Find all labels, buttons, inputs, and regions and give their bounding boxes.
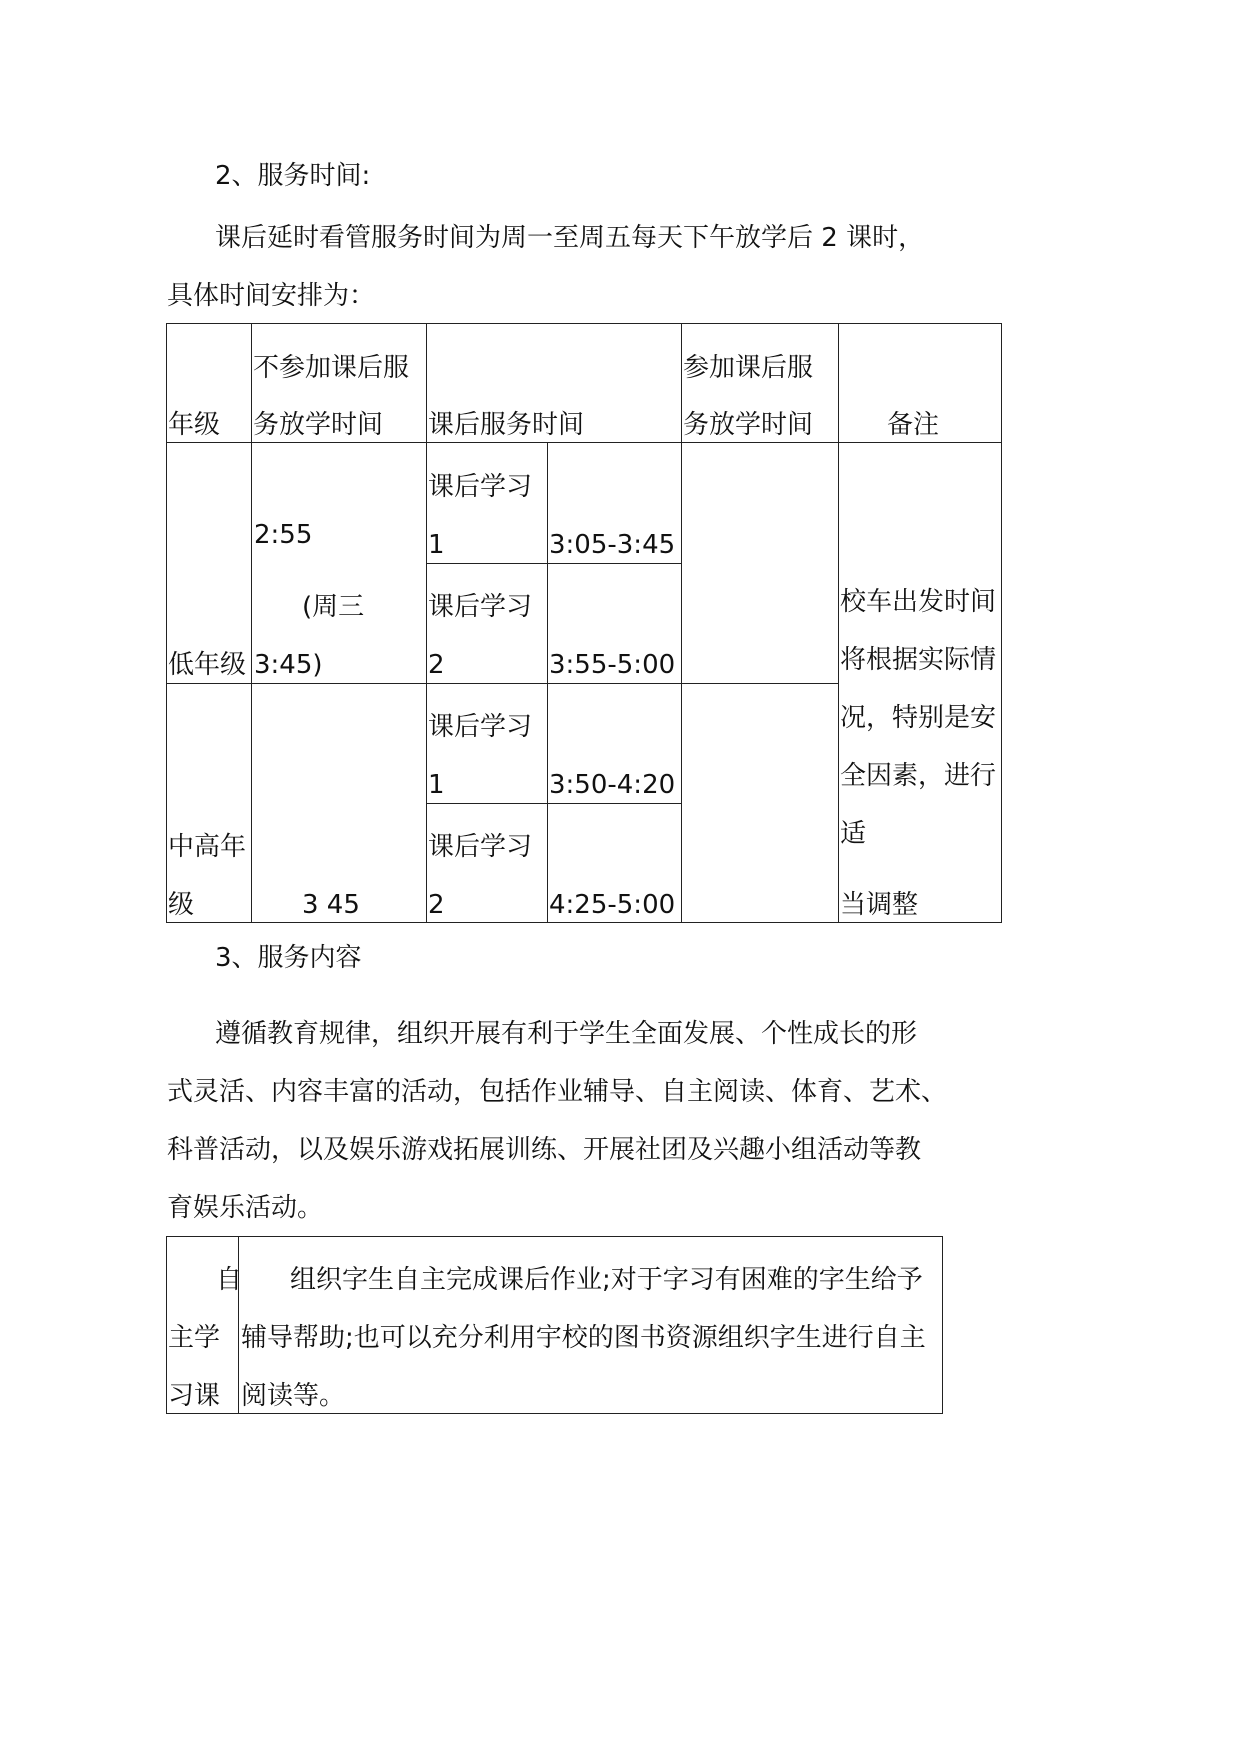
section-3-paragraph-line-3: 科普活动，以及娱乐游戏拓展训练、开展社团及兴趣小组活动等教 <box>167 1135 922 1165</box>
activity-label-line-3: 习课 <box>168 1381 221 1411</box>
activity-description-line-3: 阅读等。 <box>241 1381 346 1411</box>
section-2-paragraph-line-2: 具体时间安排为： <box>167 281 376 311</box>
upper-session-1-time: 3:50-4:20 <box>549 770 676 800</box>
header-no-service-line-1: 不参加课后服 <box>253 353 410 383</box>
activity-description-line-1: 组织字生自主完成课后作业;对于字习有困难的字生给予 <box>290 1265 923 1295</box>
upper-grade-label-line-1: 中高年 <box>168 832 247 862</box>
upper-session-2-time: 4:25-5:00 <box>549 890 676 920</box>
activity-border-left <box>166 1236 167 1414</box>
section-3-paragraph-line-2: 式灵活、内容丰富的活动，包括作业辅导、自主阅读、体育、艺术、 <box>167 1077 948 1107</box>
table-col-divider-5 <box>838 323 839 923</box>
activity-label-line-1: 自 <box>216 1265 243 1295</box>
section-3-paragraph-line-4: 育娱乐活动。 <box>167 1193 324 1223</box>
table-col-divider-3 <box>547 442 548 923</box>
table-col-divider-2 <box>426 323 427 923</box>
table-row-divider-upper <box>426 803 681 804</box>
low-grade-label: 低年级 <box>168 650 247 680</box>
low-session-2-time: 3:55-5:00 <box>549 650 676 680</box>
note-line-4: 全因素，进行 <box>840 761 997 791</box>
activity-border-top <box>166 1236 943 1237</box>
header-note: 备注 <box>887 410 940 440</box>
header-service-time: 课后服务时间 <box>428 410 585 440</box>
section-2-heading: 2、服务时间: <box>215 161 371 191</box>
upper-dismiss-time: 3 45 <box>302 890 360 920</box>
upper-session-2-label-line-1: 课后学习 <box>428 832 533 862</box>
low-session-2-label-line-1: 课后学习 <box>428 592 533 622</box>
table-row-divider-low <box>426 563 681 564</box>
low-dismiss-time-line-2: (周三 <box>302 592 365 622</box>
table-col-divider-4 <box>681 323 682 923</box>
note-line-1: 校车出发时间 <box>840 587 997 617</box>
low-session-2-label-line-2: 2 <box>428 650 445 680</box>
table-border-top <box>166 323 1002 324</box>
header-with-service-line-2: 务放学时间 <box>683 410 814 440</box>
low-session-1-label-line-1: 课后学习 <box>428 472 533 502</box>
table-border-left <box>166 323 167 923</box>
table-row-divider-grades <box>166 683 838 684</box>
low-session-1-label-line-2: 1 <box>428 530 445 560</box>
header-no-service-line-2: 务放学时间 <box>253 410 384 440</box>
section-3-paragraph-line-1: 遵循教育规律，组织开展有利于学生全面发展、个性成长的形 <box>215 1019 918 1049</box>
low-session-1-time: 3:05-3:45 <box>549 530 676 560</box>
header-grade: 年级 <box>168 410 221 440</box>
section-2-paragraph-line-1: 课后延时看管服务时间为周一至周五每天下午放学后 2 课时， <box>215 223 925 253</box>
upper-grade-label-line-2: 级 <box>168 890 195 920</box>
upper-session-1-label-line-2: 1 <box>428 770 445 800</box>
low-dismiss-time-line-1: 2:55 <box>254 520 313 550</box>
activity-description-line-2: 辅导帮助;也可以充分利用宇校的图书资源组织字生进行自主 <box>241 1323 926 1353</box>
upper-session-1-label-line-1: 课后学习 <box>428 712 533 742</box>
note-line-2: 将根据实际情 <box>840 645 997 675</box>
header-with-service-line-1: 参加课后服 <box>683 353 814 383</box>
table-border-right <box>1001 323 1002 923</box>
upper-session-2-label-line-2: 2 <box>428 890 445 920</box>
section-3-heading: 3、服务内容 <box>215 943 362 973</box>
activity-border-right <box>942 1236 943 1414</box>
note-line-5: 适 <box>840 819 867 849</box>
table-col-divider-1 <box>251 323 252 923</box>
activity-label-line-2: 主学 <box>168 1323 221 1353</box>
note-line-6: 当调整 <box>840 890 919 920</box>
note-line-3: 况，特别是安 <box>840 703 997 733</box>
low-dismiss-time-line-3: 3:45) <box>254 650 323 680</box>
